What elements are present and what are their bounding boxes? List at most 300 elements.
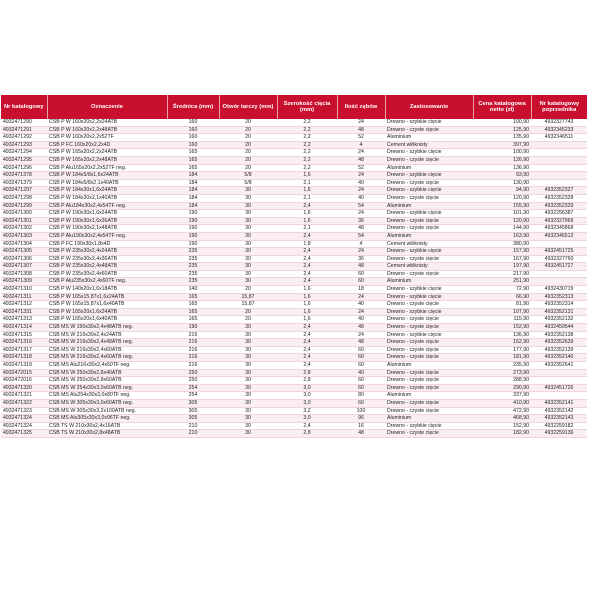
table-row bbox=[1, 179, 587, 187]
col-catalog-number-cell: 4932471319 bbox=[1, 362, 47, 370]
col-teeth-cell: 40 bbox=[337, 301, 385, 309]
col-catalog-number-cell: 4932471294 bbox=[1, 149, 47, 157]
col-teeth-cell: 40 bbox=[337, 194, 385, 202]
col-bore-cell: 30 bbox=[219, 187, 277, 195]
col-application-cell: Drewno - czyste cięcie bbox=[385, 384, 473, 392]
col-predecessor-cell: 4932352142 bbox=[531, 407, 587, 415]
col-designation-cell: CSB P W 165x20x2,2x24ATB bbox=[47, 149, 167, 157]
col-predecessor-cell: 4932327760 bbox=[531, 255, 587, 263]
col-price-cell: 472,90 bbox=[473, 407, 531, 415]
table-row bbox=[1, 240, 587, 248]
col-application-cell: Drewno - szybkie cięcie bbox=[385, 119, 473, 126]
col-diameter-cell: 235 bbox=[167, 255, 219, 263]
table-row bbox=[1, 270, 587, 278]
table-row bbox=[1, 119, 587, 126]
col-designation-cell: CSB P W 165x15,87x1,6x40ATB bbox=[47, 301, 167, 309]
table-row bbox=[1, 141, 587, 149]
col-predecessor-cell: 4932352139 bbox=[531, 346, 587, 354]
col-bore-cell: 30 bbox=[219, 346, 277, 354]
col-diameter-cell: 165 bbox=[167, 316, 219, 324]
col-kerf-cell: 1,6 bbox=[277, 301, 337, 309]
col-teeth-cell: 36 bbox=[337, 217, 385, 225]
col-bore-cell: 20 bbox=[219, 286, 277, 294]
col-catalog-number-cell: 4932471301 bbox=[1, 217, 47, 225]
col-catalog-number-cell: 4932471309 bbox=[1, 278, 47, 286]
col-teeth-cell: 24 bbox=[337, 187, 385, 195]
col-designation-cell: CSB P FC 160x20x2,2x4D bbox=[47, 141, 167, 149]
table-row bbox=[1, 278, 587, 286]
col-kerf-cell: 2,4 bbox=[277, 270, 337, 278]
col-price-cell: 136,90 bbox=[473, 164, 531, 172]
col-teeth-cell: 24 bbox=[337, 149, 385, 157]
col-price-cell: 125,90 bbox=[473, 126, 531, 134]
col-predecessor-cell: 4932327743 bbox=[531, 119, 587, 126]
col-designation-cell: CSB TS W 210x30x2,8x48ATB bbox=[47, 430, 167, 438]
col-designation-cell: CSB P W 140x20x1,6x18ATB bbox=[47, 286, 167, 294]
col-application-cell: Drewno - czyste cięcie bbox=[385, 225, 473, 233]
col-kerf-cell: 2,2 bbox=[277, 156, 337, 164]
col-teeth-cell: 60 bbox=[337, 346, 385, 354]
col-teeth-cell: 52 bbox=[337, 164, 385, 172]
col-designation-cell: CSB MS W 250x30x2,8x40ATB bbox=[47, 369, 167, 377]
col-catalog-number-cell: 4932471302 bbox=[1, 225, 47, 233]
col-kerf-cell: 2,2 bbox=[277, 149, 337, 157]
col-predecessor-cell: 4932327969 bbox=[531, 217, 587, 225]
table-header bbox=[1, 95, 587, 119]
table-row bbox=[1, 194, 587, 202]
table-row bbox=[1, 293, 587, 301]
col-teeth-cell: 24 bbox=[337, 331, 385, 339]
col-price-cell: 217,90 bbox=[473, 270, 531, 278]
col-designation-cell: CSB MS W 254x30x3,0x60ATB neg. bbox=[47, 384, 167, 392]
col-kerf-cell: 1,6 bbox=[277, 316, 337, 324]
table-row bbox=[1, 232, 587, 240]
col-teeth-cell: 60 bbox=[337, 362, 385, 370]
col-catalog-number-cell: 4932471311 bbox=[1, 293, 47, 301]
col-price-cell: 181,90 bbox=[473, 354, 531, 362]
col-price-cell: 251,90 bbox=[473, 278, 531, 286]
col-application-cell: Drewno - szybkie cięcie bbox=[385, 210, 473, 218]
col-predecessor-cell: 4932346511 bbox=[531, 134, 587, 142]
col-diameter-cell: 254 bbox=[167, 392, 219, 400]
table-row bbox=[1, 422, 587, 430]
col-application-cell: Drewno - czyste cięcie bbox=[385, 194, 473, 202]
col-application-cell: Drewno - czyste cięcie bbox=[385, 407, 473, 415]
col-designation-cell: CSB P W 190x30x1,6x24ATB bbox=[47, 210, 167, 218]
table-row bbox=[1, 202, 587, 210]
col-application-cell: Drewno - czyste cięcie bbox=[385, 126, 473, 134]
col-teeth-cell: 48 bbox=[337, 225, 385, 233]
col-kerf-cell: 2,4 bbox=[277, 278, 337, 286]
col-diameter-cell: 190 bbox=[167, 232, 219, 240]
table-row bbox=[1, 384, 587, 392]
col-bore-cell: 30 bbox=[219, 384, 277, 392]
col-price-cell: 101,90 bbox=[473, 210, 531, 218]
col-price-cell: 182,90 bbox=[473, 430, 531, 438]
col-application-cell: Drewno - szybkie cięcie bbox=[385, 187, 473, 195]
col-price-cell: 126,90 bbox=[473, 156, 531, 164]
col-application-cell: Drewno - czyste cięcie bbox=[385, 156, 473, 164]
col-price-cell: 94,90 bbox=[473, 187, 531, 195]
col-application-cell: Drewno - szybkie cięcie bbox=[385, 331, 473, 339]
col-application-cell: Drewno - szybkie cięcie bbox=[385, 422, 473, 430]
col-kerf-cell: 2,4 bbox=[277, 232, 337, 240]
col-designation-cell: CSB P W 190x30x2,1x48ATB bbox=[47, 225, 167, 233]
header-row bbox=[1, 95, 587, 119]
col-predecessor-cell bbox=[531, 149, 587, 157]
col-predecessor-cell bbox=[531, 278, 587, 286]
col-application-cell: Drewno - czyste cięcie bbox=[385, 179, 473, 187]
col-designation-cell: CSB P W 165x20x2,2x48ATB bbox=[47, 156, 167, 164]
col-teeth-cell: 60 bbox=[337, 377, 385, 385]
col-kerf-cell: 2,8 bbox=[277, 369, 337, 377]
col-kerf-cell: 2,4 bbox=[277, 255, 337, 263]
col-designation-cell: CSB MS Alu216x30x2,4x60TF neg. bbox=[47, 362, 167, 370]
col-catalog-number-cell: 4932471304 bbox=[1, 240, 47, 248]
col-application-cell: Drewno - czyste cięcie bbox=[385, 324, 473, 332]
col-predecessor-cell bbox=[531, 164, 587, 172]
col-bore-cell: 20 bbox=[219, 156, 277, 164]
col-catalog-number-cell: 4932471318 bbox=[1, 354, 47, 362]
col-bore-cell: 30 bbox=[219, 407, 277, 415]
table-row bbox=[1, 392, 587, 400]
col-application-cell: Cement włóknisty bbox=[385, 263, 473, 271]
col-catalog-number-cell: 4932471313 bbox=[1, 316, 47, 324]
col-catalog-number-cell: 4932471324 bbox=[1, 422, 47, 430]
col-price-cell: 155,90 bbox=[473, 202, 531, 210]
col-predecessor-cell: 4932259182 bbox=[531, 422, 587, 430]
col-kerf-cell: 3,0 bbox=[277, 399, 337, 407]
table-body bbox=[1, 119, 587, 437]
table-row bbox=[1, 126, 587, 134]
col-diameter-cell: 165 bbox=[167, 164, 219, 172]
col-predecessor-cell: 4932430719 bbox=[531, 286, 587, 294]
col-bore-cell: 30 bbox=[219, 210, 277, 218]
col-application-header: Zastosowanie bbox=[385, 95, 473, 119]
col-catalog-number-cell: 4932471290 bbox=[1, 119, 47, 126]
col-bore-header: Otwór tarczy (mm) bbox=[219, 95, 277, 119]
col-kerf-cell: 1,6 bbox=[277, 187, 337, 195]
table-row bbox=[1, 149, 587, 157]
col-bore-cell: 30 bbox=[219, 217, 277, 225]
col-predecessor-cell: 4932352327 bbox=[531, 187, 587, 195]
col-bore-cell: 20 bbox=[219, 308, 277, 316]
col-teeth-cell: 52 bbox=[337, 134, 385, 142]
col-application-cell: Cement włóknisty bbox=[385, 141, 473, 149]
table-row bbox=[1, 346, 587, 354]
col-diameter-cell: 216 bbox=[167, 331, 219, 339]
col-predecessor-cell bbox=[531, 240, 587, 248]
col-kerf-cell: 1,6 bbox=[277, 217, 337, 225]
col-bore-cell: 20 bbox=[219, 141, 277, 149]
table-row bbox=[1, 308, 587, 316]
col-kerf-cell: 2,1 bbox=[277, 194, 337, 202]
col-designation-cell: CSB MS W 250x30x2,8x60ATB bbox=[47, 377, 167, 385]
col-catalog-number-cell: 4932471312 bbox=[1, 301, 47, 309]
col-teeth-cell: 18 bbox=[337, 286, 385, 294]
col-catalog-number-cell: 4932471315 bbox=[1, 331, 47, 339]
col-catalog-number-cell: 4932471323 bbox=[1, 407, 47, 415]
col-designation-header: Oznaczenie bbox=[47, 95, 167, 119]
col-kerf-cell: 1,6 bbox=[277, 286, 337, 294]
col-diameter-cell: 190 bbox=[167, 225, 219, 233]
col-teeth-cell: 60 bbox=[337, 278, 385, 286]
col-kerf-cell: 2,2 bbox=[277, 141, 337, 149]
col-price-cell: 163,90 bbox=[473, 232, 531, 240]
col-price-cell: 115,90 bbox=[473, 316, 531, 324]
col-designation-cell: CSB MS Alu254x30x3,0x80TF neg. bbox=[47, 392, 167, 400]
col-designation-cell: CSB MS W 305x30x3,2x100ATB neg. bbox=[47, 407, 167, 415]
col-teeth-cell: 40 bbox=[337, 179, 385, 187]
col-price-cell: 167,90 bbox=[473, 255, 531, 263]
col-catalog-number-cell: 4932471331 bbox=[1, 308, 47, 316]
col-diameter-cell: 160 bbox=[167, 134, 219, 142]
col-catalog-number-cell: 4932471325 bbox=[1, 430, 47, 438]
catalog-table bbox=[1, 95, 587, 438]
col-teeth-cell: 48 bbox=[337, 263, 385, 271]
col-bore-cell: 20 bbox=[219, 134, 277, 142]
table-row bbox=[1, 407, 587, 415]
col-predecessor-cell bbox=[531, 270, 587, 278]
col-predecessor-header: Nr katalogowy poprzednika bbox=[531, 95, 587, 119]
col-predecessor-cell: 4932345868 bbox=[531, 225, 587, 233]
col-kerf-cell: 3,0 bbox=[277, 415, 337, 423]
col-price-cell: 177,90 bbox=[473, 346, 531, 354]
col-diameter-cell: 165 bbox=[167, 293, 219, 301]
col-diameter-cell: 190 bbox=[167, 210, 219, 218]
col-bore-cell: 30 bbox=[219, 248, 277, 256]
col-application-cell: Cement włóknisty bbox=[385, 240, 473, 248]
col-price-cell: 468,90 bbox=[473, 415, 531, 423]
col-teeth-cell: 60 bbox=[337, 270, 385, 278]
col-kerf-cell: 2,4 bbox=[277, 339, 337, 347]
col-teeth-cell: 54 bbox=[337, 202, 385, 210]
col-kerf-cell: 2,2 bbox=[277, 126, 337, 134]
col-diameter-cell: 250 bbox=[167, 369, 219, 377]
col-catalog-number-cell: 4932471299 bbox=[1, 202, 47, 210]
col-teeth-cell: 40 bbox=[337, 369, 385, 377]
col-teeth-cell: 48 bbox=[337, 324, 385, 332]
col-designation-cell: CSB P W 165x20x1,6x40ATB bbox=[47, 316, 167, 324]
col-bore-cell: 30 bbox=[219, 362, 277, 370]
col-diameter-header: Średnica (mm) bbox=[167, 95, 219, 119]
col-catalog-number-cell: 4932471300 bbox=[1, 210, 47, 218]
col-price-cell: 410,90 bbox=[473, 399, 531, 407]
col-designation-cell: CSB TS W 210x30x2,4x16ATB bbox=[47, 422, 167, 430]
col-application-cell: Aluminium bbox=[385, 392, 473, 400]
col-kerf-cell: 2,1 bbox=[277, 179, 337, 187]
col-bore-cell: 30 bbox=[219, 225, 277, 233]
col-kerf-header: Szerokość cięcia (mm) bbox=[277, 95, 337, 119]
col-application-cell: Drewno - czyste cięcie bbox=[385, 346, 473, 354]
col-diameter-cell: 305 bbox=[167, 415, 219, 423]
col-price-cell: 120,90 bbox=[473, 217, 531, 225]
col-bore-cell: 30 bbox=[219, 369, 277, 377]
col-application-cell: Drewno - czyste cięcie bbox=[385, 430, 473, 438]
col-price-cell: 120,90 bbox=[473, 194, 531, 202]
col-diameter-cell: 140 bbox=[167, 286, 219, 294]
col-catalog-number-cell: 4932471320 bbox=[1, 384, 47, 392]
col-price-cell: 136,90 bbox=[473, 331, 531, 339]
col-catalog-number-cell: 4932471295 bbox=[1, 156, 47, 164]
col-bore-cell: 20 bbox=[219, 164, 277, 172]
col-catalog-number-cell: 4932472016 bbox=[1, 377, 47, 385]
table-row bbox=[1, 399, 587, 407]
table-row bbox=[1, 156, 587, 164]
col-designation-cell: CSB P W 160x20x2,2x48ATB bbox=[47, 126, 167, 134]
col-teeth-cell: 24 bbox=[337, 248, 385, 256]
col-diameter-cell: 250 bbox=[167, 377, 219, 385]
col-diameter-cell: 184 bbox=[167, 172, 219, 180]
col-application-cell: Drewno - czyste cięcie bbox=[385, 339, 473, 347]
col-bore-cell: 15,87 bbox=[219, 293, 277, 301]
col-catalog-number-cell: 4932471291 bbox=[1, 126, 47, 134]
col-bore-cell: 30 bbox=[219, 240, 277, 248]
col-predecessor-cell: 4932352314 bbox=[531, 301, 587, 309]
col-price-cell: 235,90 bbox=[473, 362, 531, 370]
col-kerf-cell: 2,4 bbox=[277, 362, 337, 370]
col-predecessor-cell bbox=[531, 141, 587, 149]
col-kerf-cell: 2,4 bbox=[277, 263, 337, 271]
col-bore-cell: 30 bbox=[219, 194, 277, 202]
col-diameter-cell: 235 bbox=[167, 278, 219, 286]
col-bore-cell: 20 bbox=[219, 316, 277, 324]
col-teeth-cell: 54 bbox=[337, 232, 385, 240]
col-predecessor-cell: 4932352140 bbox=[531, 354, 587, 362]
col-kerf-cell: 2,4 bbox=[277, 331, 337, 339]
table-row bbox=[1, 225, 587, 233]
col-application-cell: Drewno - czyste cięcie bbox=[385, 354, 473, 362]
col-diameter-cell: 305 bbox=[167, 407, 219, 415]
col-price-cell: 197,90 bbox=[473, 263, 531, 271]
col-price-cell: 135,90 bbox=[473, 134, 531, 142]
col-designation-cell: CSB P FC 190x30x1,8x4D bbox=[47, 240, 167, 248]
col-teeth-cell: 80 bbox=[337, 392, 385, 400]
col-price-cell: 100,90 bbox=[473, 149, 531, 157]
col-teeth-cell: 48 bbox=[337, 126, 385, 134]
table-row bbox=[1, 430, 587, 438]
col-diameter-cell: 165 bbox=[167, 156, 219, 164]
col-kerf-cell: 2,2 bbox=[277, 119, 337, 126]
col-bore-cell: 30 bbox=[219, 202, 277, 210]
col-application-cell: Aluminium bbox=[385, 164, 473, 172]
col-price-cell: 157,90 bbox=[473, 248, 531, 256]
col-kerf-cell: 2,4 bbox=[277, 202, 337, 210]
col-predecessor-cell: 4932345233 bbox=[531, 126, 587, 134]
col-designation-cell: CSB MS W 190x30x2,4x48ATB neg. bbox=[47, 324, 167, 332]
col-teeth-cell: 48 bbox=[337, 156, 385, 164]
col-price-cell: 152,90 bbox=[473, 422, 531, 430]
col-kerf-cell: 2,4 bbox=[277, 346, 337, 354]
col-designation-cell: CSB MS W 216x30x2,4x60ATB bbox=[47, 346, 167, 354]
col-catalog-number-cell: 4932471316 bbox=[1, 339, 47, 347]
col-designation-cell: CSB P W 184x30x2,1x40ATB bbox=[47, 194, 167, 202]
col-diameter-cell: 165 bbox=[167, 301, 219, 309]
col-price-cell: 93,90 bbox=[473, 172, 531, 180]
col-teeth-cell: 24 bbox=[337, 210, 385, 218]
col-bore-cell: 5/8 bbox=[219, 172, 277, 180]
col-bore-cell: 30 bbox=[219, 331, 277, 339]
col-predecessor-cell: 4932352131 bbox=[531, 308, 587, 316]
col-application-cell: Drewno - czyste cięcie bbox=[385, 270, 473, 278]
col-price-cell: 72,90 bbox=[473, 286, 531, 294]
col-application-cell: Aluminium bbox=[385, 278, 473, 286]
col-application-cell: Drewno - szybkie cięcie bbox=[385, 286, 473, 294]
col-diameter-cell: 160 bbox=[167, 126, 219, 134]
col-designation-cell: CSB P W 235x30x2,4x24ATB bbox=[47, 248, 167, 256]
col-bore-cell: 30 bbox=[219, 399, 277, 407]
col-bore-cell: 30 bbox=[219, 255, 277, 263]
table-row bbox=[1, 217, 587, 225]
table-row bbox=[1, 210, 587, 218]
col-kerf-cell: 1,6 bbox=[277, 210, 337, 218]
table-row bbox=[1, 172, 587, 180]
col-application-cell: Aluminium bbox=[385, 202, 473, 210]
col-diameter-cell: 216 bbox=[167, 346, 219, 354]
col-catalog-number-cell: 4932471297 bbox=[1, 187, 47, 195]
col-bore-cell: 30 bbox=[219, 324, 277, 332]
col-catalog-number-cell: 4932471314 bbox=[1, 324, 47, 332]
col-application-cell: Drewno - szybkie cięcie bbox=[385, 149, 473, 157]
table-row bbox=[1, 331, 587, 339]
col-catalog-number-cell: 4932471298 bbox=[1, 194, 47, 202]
col-designation-cell: CSB MS W 305x30x3,0x60ATB neg. bbox=[47, 399, 167, 407]
col-designation-cell: CSB P W 235x30x2,4x48ATB bbox=[47, 263, 167, 271]
col-application-cell: Drewno - czyste cięcie bbox=[385, 369, 473, 377]
col-diameter-cell: 184 bbox=[167, 187, 219, 195]
col-catalog-number-cell: 4932471308 bbox=[1, 270, 47, 278]
col-predecessor-cell: 4932352313 bbox=[531, 293, 587, 301]
col-diameter-cell: 210 bbox=[167, 430, 219, 438]
col-kerf-cell: 1,6 bbox=[277, 172, 337, 180]
col-diameter-cell: 165 bbox=[167, 149, 219, 157]
col-kerf-cell: 2,4 bbox=[277, 354, 337, 362]
price-list-sheet bbox=[1, 95, 587, 438]
table-row bbox=[1, 286, 587, 294]
col-diameter-cell: 190 bbox=[167, 217, 219, 225]
col-catalog-number-cell: 4932471292 bbox=[1, 134, 47, 142]
col-predecessor-cell bbox=[531, 172, 587, 180]
col-diameter-cell: 235 bbox=[167, 270, 219, 278]
col-catalog-number-cell: 4932471296 bbox=[1, 164, 47, 172]
col-diameter-cell: 184 bbox=[167, 202, 219, 210]
col-catalog-number-cell: 4932471305 bbox=[1, 248, 47, 256]
col-catalog-number-cell: 4932471378 bbox=[1, 172, 47, 180]
col-price-cell: 288,90 bbox=[473, 377, 531, 385]
table-row bbox=[1, 316, 587, 324]
col-diameter-cell: 235 bbox=[167, 263, 219, 271]
table-row bbox=[1, 369, 587, 377]
col-bore-cell: 30 bbox=[219, 278, 277, 286]
col-predecessor-cell bbox=[531, 369, 587, 377]
col-catalog-number-cell: 4932471317 bbox=[1, 346, 47, 354]
col-kerf-cell: 2,8 bbox=[277, 377, 337, 385]
col-catalog-number-cell: 4932471321 bbox=[1, 392, 47, 400]
col-kerf-cell: 3,2 bbox=[277, 407, 337, 415]
col-kerf-cell: 2,1 bbox=[277, 225, 337, 233]
col-teeth-cell: 24 bbox=[337, 308, 385, 316]
col-catalog-number-cell: 4932471322 bbox=[1, 399, 47, 407]
col-price-cell: 397,90 bbox=[473, 141, 531, 149]
col-price-cell: 152,90 bbox=[473, 324, 531, 332]
col-predecessor-cell bbox=[531, 156, 587, 164]
col-predecessor-cell: 4932346512 bbox=[531, 232, 587, 240]
col-designation-cell: CSB P W 165x15,87x1,6x24ATB bbox=[47, 293, 167, 301]
col-price-cell: 81,90 bbox=[473, 301, 531, 309]
col-bore-cell: 30 bbox=[219, 270, 277, 278]
col-kerf-cell: 1,6 bbox=[277, 293, 337, 301]
col-diameter-cell: 160 bbox=[167, 141, 219, 149]
